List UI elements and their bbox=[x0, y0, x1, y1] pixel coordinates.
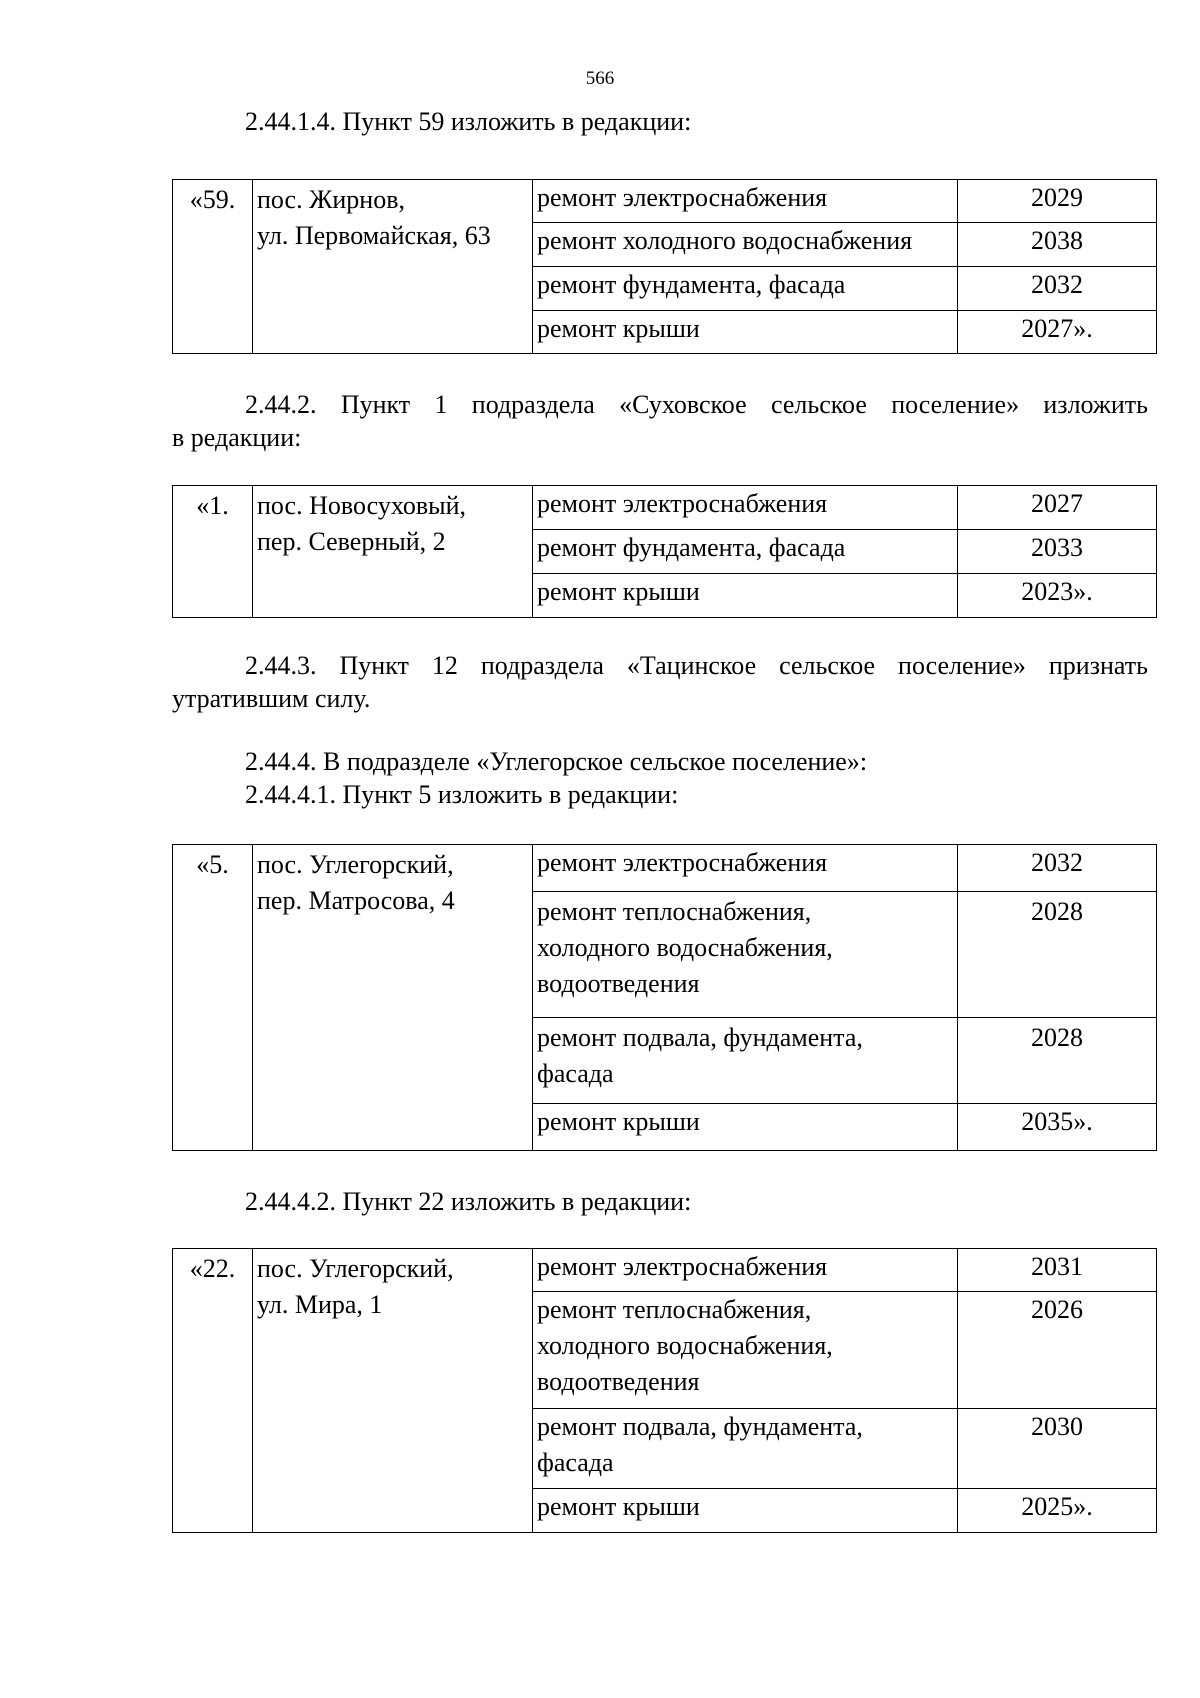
work-line: водоотведения bbox=[537, 969, 700, 998]
work-line: фасада bbox=[537, 1059, 614, 1088]
page-number: 566 bbox=[585, 68, 615, 89]
work-line: ремонт фундамента, фасада bbox=[537, 533, 846, 562]
address-cell bbox=[253, 180, 533, 354]
work-line: ремонт фундамента, фасада bbox=[537, 270, 846, 299]
section-heading: 2.44.4. В подразделе «Углегорское сельское поселение»: bbox=[245, 747, 868, 776]
year-cell: 2026 bbox=[958, 1292, 1157, 1409]
address-line: пос. Углегорский, bbox=[257, 1254, 454, 1283]
section-continuation: утратившим силу. bbox=[172, 684, 371, 713]
address-line: пос. Углегорский, bbox=[257, 850, 454, 879]
section-heading: 2.44.4.1. Пункт 5 изложить в редакции: bbox=[245, 780, 679, 809]
year-cell: 2028 bbox=[958, 892, 1157, 1018]
work-cell bbox=[533, 1409, 958, 1489]
repair-table bbox=[172, 485, 1157, 618]
work-line: ремонт подвала, фундамента, bbox=[537, 1412, 863, 1441]
section-heading: 2.44.1.4. Пункт 59 изложить в редакции: bbox=[245, 107, 692, 136]
year-cell: 2028 bbox=[958, 1018, 1157, 1104]
work-cell bbox=[533, 1292, 958, 1409]
work-line: ремонт крыши bbox=[537, 314, 700, 343]
work-cell bbox=[533, 1104, 958, 1151]
work-cell bbox=[533, 1489, 958, 1533]
year-cell: 2030 bbox=[958, 1409, 1157, 1489]
work-line: фасада bbox=[537, 1448, 614, 1477]
work-cell bbox=[533, 311, 958, 354]
address-cell bbox=[253, 845, 533, 1151]
work-line: ремонт электроснабжения bbox=[537, 848, 828, 877]
work-line: ремонт холодного водоснабжения bbox=[537, 226, 913, 255]
work-cell bbox=[533, 574, 958, 618]
year-cell: 2032 bbox=[958, 845, 1157, 892]
address-line: ул. Первомайская, 63 bbox=[257, 221, 491, 250]
item-number: «59. bbox=[173, 180, 253, 354]
year-cell: 2023». bbox=[958, 574, 1157, 618]
year-cell: 2027 bbox=[958, 486, 1157, 530]
year-cell: 2038 bbox=[958, 223, 1157, 267]
repair-table bbox=[172, 179, 1157, 354]
address-cell bbox=[253, 486, 533, 618]
work-line: ремонт теплоснабжения, bbox=[537, 897, 812, 926]
section-continuation: в редакции: bbox=[172, 423, 302, 452]
year-cell: 2033 bbox=[958, 530, 1157, 574]
work-cell bbox=[533, 1018, 958, 1104]
work-cell bbox=[533, 530, 958, 574]
work-line: ремонт подвала, фундамента, bbox=[537, 1023, 863, 1052]
work-line: ремонт электроснабжения bbox=[537, 183, 828, 212]
work-line: холодного водоснабжения, bbox=[537, 933, 833, 962]
year-cell: 2031 bbox=[958, 1249, 1157, 1292]
work-line: ремонт электроснабжения bbox=[537, 489, 828, 518]
section-heading: 2.44.4.2. Пункт 22 изложить в редакции: bbox=[245, 1187, 692, 1216]
item-number: «5. bbox=[173, 845, 253, 1151]
work-cell bbox=[533, 223, 958, 267]
year-cell: 2032 bbox=[958, 267, 1157, 311]
item-number: «22. bbox=[173, 1249, 253, 1533]
year-cell: 2035». bbox=[958, 1104, 1157, 1151]
work-line: ремонт электроснабжения bbox=[537, 1252, 828, 1281]
work-line: холодного водоснабжения, bbox=[537, 1331, 833, 1360]
work-line: водоотведения bbox=[537, 1367, 700, 1396]
year-cell: 2027». bbox=[958, 311, 1157, 354]
work-line: ремонт теплоснабжения, bbox=[537, 1295, 812, 1324]
address-line: ул. Мира, 1 bbox=[257, 1290, 383, 1319]
address-line: пер. Северный, 2 bbox=[257, 527, 446, 556]
work-cell bbox=[533, 267, 958, 311]
work-cell bbox=[533, 1249, 958, 1292]
work-cell bbox=[533, 892, 958, 1018]
item-number: «1. bbox=[173, 486, 253, 618]
section-heading: 2.44.2. Пункт 1 подраздела «Суховское сельское поселение» изложить bbox=[245, 390, 1148, 419]
address-line: пер. Матросова, 4 bbox=[257, 886, 455, 915]
address-line: пос. Новосуховый, bbox=[257, 491, 466, 520]
work-cell bbox=[533, 180, 958, 223]
work-line: ремонт крыши bbox=[537, 1492, 700, 1521]
address-cell bbox=[253, 1249, 533, 1533]
repair-table bbox=[172, 844, 1157, 1151]
year-cell: 2029 bbox=[958, 180, 1157, 223]
repair-table bbox=[172, 1248, 1157, 1533]
work-line: ремонт крыши bbox=[537, 1107, 700, 1136]
work-line: ремонт крыши bbox=[537, 577, 700, 606]
year-cell: 2025». bbox=[958, 1489, 1157, 1533]
section-heading: 2.44.3. Пункт 12 подраздела «Тацинское сельское поселение» признать bbox=[245, 651, 1148, 680]
work-cell bbox=[533, 486, 958, 530]
work-cell bbox=[533, 845, 958, 892]
address-line: пос. Жирнов, bbox=[257, 185, 406, 214]
